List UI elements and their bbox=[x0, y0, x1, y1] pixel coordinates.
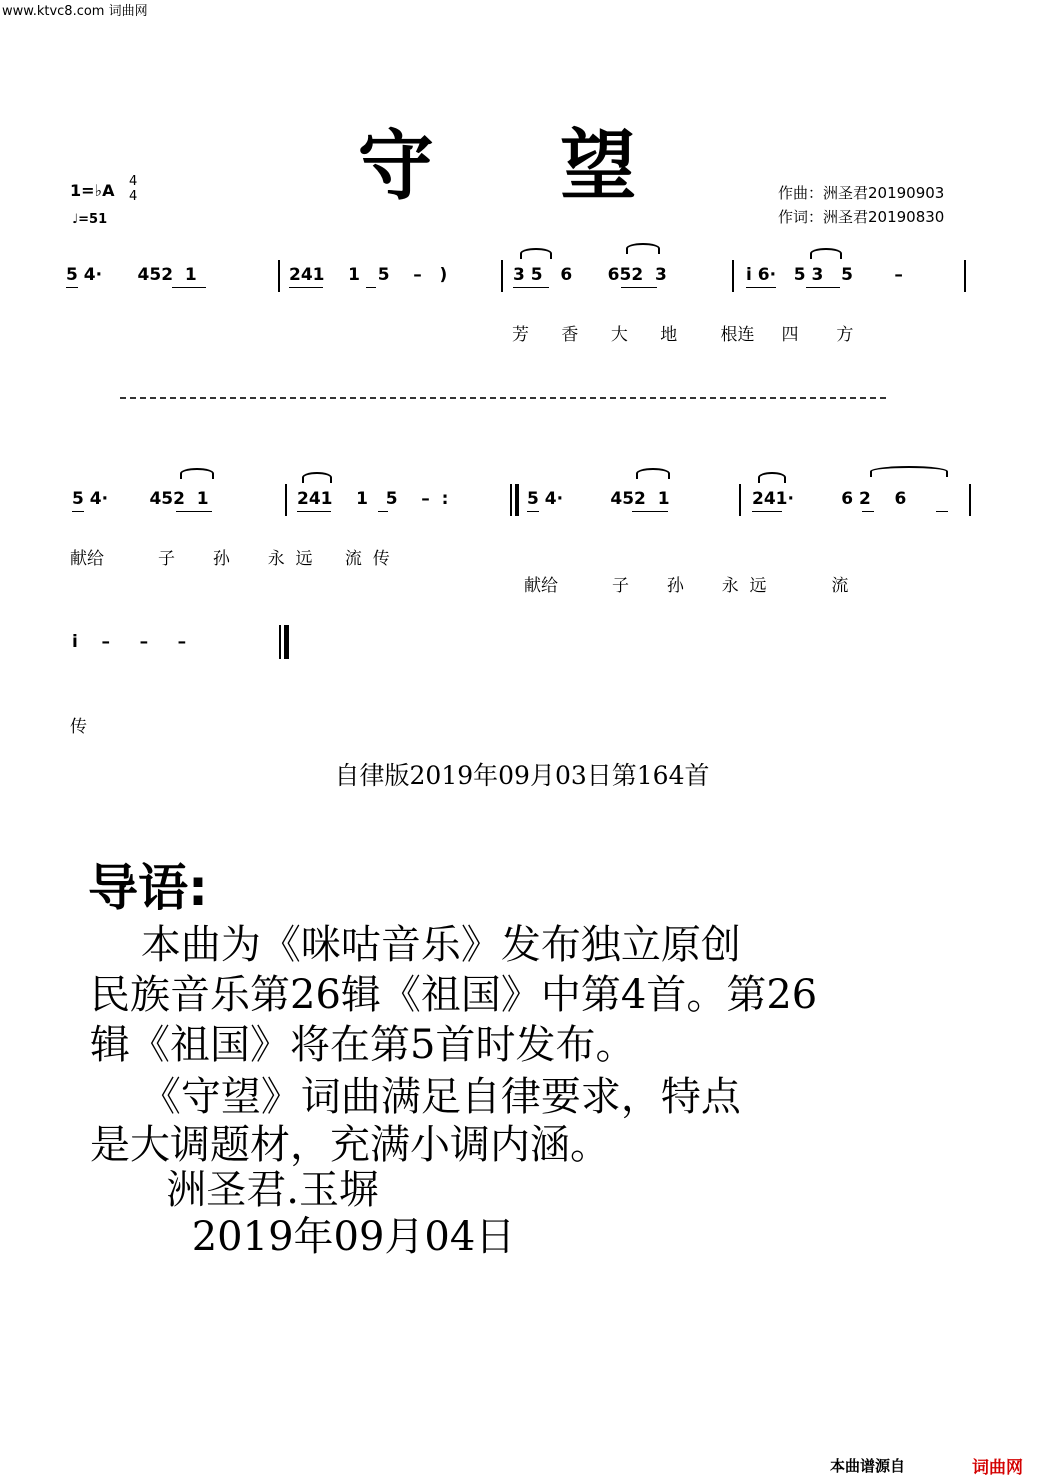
intro-signature: 洲圣君.玉塀 bbox=[90, 1167, 380, 1213]
barline bbox=[278, 260, 280, 292]
line2-lyrics-second: 献给 子 孙 永 远 流 bbox=[524, 576, 849, 596]
time-signature-top: 4 bbox=[129, 174, 138, 189]
repeat-barline-thick bbox=[515, 484, 519, 516]
line2-measure1: 5 4· 452 1 bbox=[72, 489, 209, 509]
underline bbox=[366, 287, 376, 288]
slur bbox=[758, 472, 786, 483]
underline bbox=[806, 287, 840, 288]
underline bbox=[289, 287, 323, 288]
key-signature: 1=♭A bbox=[70, 181, 115, 200]
underline bbox=[862, 511, 874, 512]
barline bbox=[964, 260, 966, 292]
source-note: 本曲谱源自 bbox=[830, 1457, 906, 1475]
line1-measure2: 241 1 5 – ) bbox=[289, 265, 448, 285]
lyricist-credit: 作词：洲圣君20190830 bbox=[778, 208, 945, 226]
barline bbox=[501, 260, 503, 292]
slur bbox=[810, 248, 842, 259]
line2-measure3: 5 4· 452 1 bbox=[527, 489, 670, 509]
time-signature bbox=[129, 174, 137, 204]
line2-lyrics-first: 献给 子 孙 永 远 流 传 bbox=[70, 549, 390, 569]
underline bbox=[513, 287, 549, 288]
final-barline-thick bbox=[284, 625, 289, 659]
intro-line: 本曲为《咪咕音乐》发布独立原创 bbox=[90, 922, 741, 968]
song-title: 守 望 bbox=[357, 121, 687, 210]
line2-measure4: 241· 6 2 6 bbox=[752, 489, 907, 509]
barline bbox=[969, 484, 971, 516]
line3-lyrics: 传 bbox=[70, 717, 87, 737]
underline bbox=[746, 287, 776, 288]
slur bbox=[870, 466, 948, 477]
underline bbox=[621, 287, 657, 288]
slur bbox=[626, 243, 660, 254]
final-barline-thin bbox=[279, 625, 281, 659]
intro-date: 2019年09月04日 bbox=[90, 1214, 516, 1260]
repeat-barline-thin bbox=[510, 484, 512, 516]
slur bbox=[180, 468, 214, 479]
underline bbox=[297, 511, 331, 512]
slur bbox=[636, 468, 670, 479]
site-logo[interactable]: 词曲网 bbox=[972, 1458, 1023, 1478]
underline bbox=[752, 511, 782, 512]
slur bbox=[302, 472, 332, 483]
barline bbox=[732, 260, 734, 292]
underline bbox=[936, 511, 948, 512]
line1-lyrics: 芳 香 大 地 根连 四 方 bbox=[512, 325, 854, 345]
intro-line: 《守望》词曲满足自律要求，特点 bbox=[90, 1074, 741, 1120]
line1-measure3: 3 5 6 652 3 bbox=[513, 265, 667, 285]
underline bbox=[527, 511, 539, 512]
barline bbox=[739, 484, 741, 516]
underline bbox=[632, 511, 668, 512]
site-watermark: www.ktvc8.com 词曲网 bbox=[2, 4, 148, 19]
barline bbox=[285, 484, 287, 516]
underline bbox=[378, 511, 388, 512]
underline bbox=[172, 287, 206, 288]
intro-line: 民族音乐第26辑《祖国》中第4首。第26 bbox=[90, 972, 818, 1018]
section-divider bbox=[120, 397, 886, 399]
underline bbox=[176, 511, 212, 512]
tempo-marking: ♩=51 bbox=[72, 212, 108, 227]
slur bbox=[520, 248, 552, 259]
edition-note: 自律版2019年09月03日第164首 bbox=[334, 761, 710, 790]
time-signature-bottom: 4 bbox=[129, 189, 138, 204]
intro-line: 辑《祖国》将在第5首时发布。 bbox=[90, 1022, 636, 1068]
underline bbox=[66, 287, 78, 288]
underline bbox=[72, 511, 84, 512]
intro-line: 是大调题材，充满小调内涵。 bbox=[90, 1122, 610, 1168]
intro-heading: 导语: bbox=[88, 859, 208, 917]
line2-measure2: 241 1 5 – : bbox=[297, 489, 449, 509]
line1-measure4: i 6· 5 3 5 – bbox=[746, 265, 903, 285]
line3-notes: i – – – bbox=[72, 632, 187, 652]
line1-measure1: 5 4· 452 1 bbox=[66, 265, 197, 285]
composer-credit: 作曲：洲圣君20190903 bbox=[778, 184, 945, 202]
